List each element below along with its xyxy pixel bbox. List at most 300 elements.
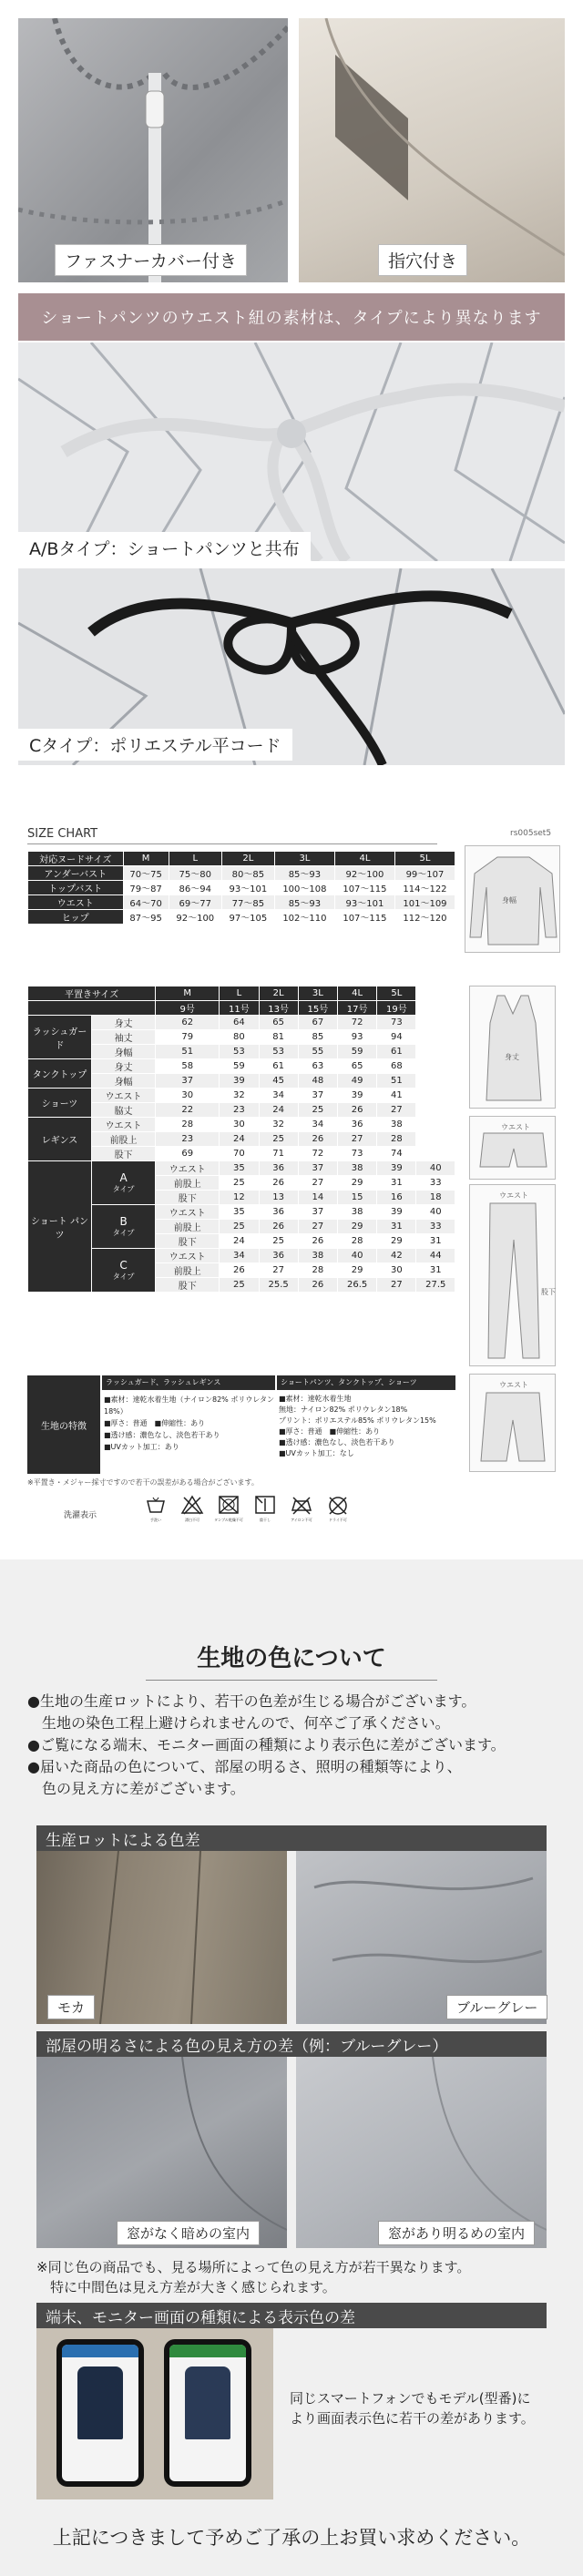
size-chart-code: rs005set5 xyxy=(510,829,552,838)
flat-group-short_pants: ショート パンツ xyxy=(28,1161,92,1293)
flat-group-shorts: ショーツ xyxy=(28,1089,92,1118)
nude-row-label: トップバスト xyxy=(28,881,124,895)
flat-cell: 36 xyxy=(259,1205,298,1220)
leggings-diagram xyxy=(469,1184,556,1366)
table-row xyxy=(28,1132,455,1147)
flat-cell: 39 xyxy=(337,1089,376,1103)
view-note-1: ※同じ色の商品でも、見る場所によって色の見え方が若干異なります。 xyxy=(36,2259,471,2275)
phone-left-screen xyxy=(62,2345,138,2481)
flat-cell: 59 xyxy=(337,1045,376,1059)
flat-cell: 53 xyxy=(220,1045,259,1059)
nude-cell: 97〜105 xyxy=(221,910,274,925)
nude-cell: 85〜93 xyxy=(274,895,334,910)
flat-cell: 23 xyxy=(156,1132,220,1147)
flat-cell: 40 xyxy=(416,1161,455,1176)
flat-cell: 61 xyxy=(259,1059,298,1074)
flat-cell: 49 xyxy=(337,1074,376,1089)
flat-cell: 35 xyxy=(220,1161,259,1176)
flat-cell: 26 xyxy=(298,1278,337,1293)
thumb-hole-caption: 指穴付き xyxy=(378,244,467,276)
nude-cell: 93〜101 xyxy=(221,881,274,895)
nude-cell: 64〜70 xyxy=(123,895,169,910)
flat-cell: 26 xyxy=(337,1103,376,1118)
shorts-diagram xyxy=(469,1116,556,1180)
wash-icon-5 xyxy=(287,1494,316,1528)
flat-cell: 73 xyxy=(337,1147,376,1161)
flat-cell: 93 xyxy=(337,1030,376,1045)
wash-icon-label: アイロン不可 xyxy=(291,1518,312,1522)
flat-cell: 25 xyxy=(220,1220,259,1234)
bright-room-label: 窓があり明るめの室内 xyxy=(378,2221,535,2245)
ab-type-cord-photo xyxy=(18,342,565,561)
flat-cell: 65 xyxy=(337,1059,376,1074)
nude-cell: 112〜120 xyxy=(394,910,455,925)
flat-cell: 74 xyxy=(377,1147,416,1161)
flat-cell: 70 xyxy=(220,1147,259,1161)
nude-cell: 70〜75 xyxy=(123,866,169,881)
flat-cell: 40 xyxy=(337,1249,376,1263)
table-row xyxy=(28,1161,455,1176)
flat-cell: 13 xyxy=(259,1191,298,1205)
flat-cell: 28 xyxy=(377,1132,416,1147)
flat-header-label: 平置きサイズ xyxy=(28,986,156,1001)
flat-subgroup-a xyxy=(92,1161,156,1205)
nude-row-label: ヒップ xyxy=(28,910,124,925)
flat-subheader: 15号 xyxy=(298,1001,337,1016)
nude-cell: 107〜115 xyxy=(334,881,394,895)
flat-cell: 36 xyxy=(259,1161,298,1176)
flat-subheader: 17号 xyxy=(337,1001,376,1016)
flat-row-label: 前股上 xyxy=(156,1176,220,1191)
blue-grey-label: ブルーグレー xyxy=(446,1995,547,2019)
care-symbol-icon xyxy=(217,1494,240,1518)
ab-type-caption: A/Bタイプ：ショートパンツと共布 xyxy=(18,532,311,564)
room-brightness-bar: 部屋の明るさによる色の見え方の差（例：ブルーグレー） xyxy=(36,2031,547,2057)
nude-header-size: 3L xyxy=(274,852,334,866)
flat-cell: 34 xyxy=(259,1089,298,1103)
feature-line: 無地：ナイロン82% ポリウレタン18% xyxy=(279,1406,408,1414)
flat-cell: 25 xyxy=(259,1132,298,1147)
c-type-caption: Cタイプ：ポリエステル平コード xyxy=(18,729,292,761)
short-pants-diag-waist-label: ウエスト xyxy=(499,1381,528,1389)
flat-cell: 59 xyxy=(220,1059,259,1074)
flat-cell: 55 xyxy=(298,1045,337,1059)
flat-cell: 24 xyxy=(259,1103,298,1118)
flat-cell: 33 xyxy=(416,1176,455,1191)
features-col1 xyxy=(104,1394,275,1453)
flat-cell: 51 xyxy=(377,1074,416,1089)
phone-right-screen xyxy=(169,2345,246,2481)
flat-cell: 53 xyxy=(259,1045,298,1059)
wash-icon-1 xyxy=(141,1494,170,1528)
flat-cell: 41 xyxy=(377,1089,416,1103)
nude-header-size: L xyxy=(169,852,221,866)
footer-notice: 上記につきまして予めご了承の上お買い求めください。 xyxy=(52,2527,531,2549)
nude-cell: 80〜85 xyxy=(221,866,274,881)
flat-cell: 27 xyxy=(298,1220,337,1234)
color-bullet: ●ご覧になる端末、モニター画面の種類により表示色に差がございます。 xyxy=(27,1736,506,1753)
table-row xyxy=(28,881,455,895)
feature-line: ■UVカット加工：あり xyxy=(104,1443,179,1451)
feature-line: ■透け感：濃色なし、淡色若干あり xyxy=(279,1438,395,1446)
flat-row-label: ウエスト xyxy=(92,1089,156,1103)
flat-row-label: ウエスト xyxy=(156,1205,220,1220)
nude-header-label: 対応ヌードサイズ xyxy=(28,852,124,866)
flat-cell: 28 xyxy=(337,1234,376,1249)
flat-cell: 69 xyxy=(156,1147,220,1161)
flat-row-label: 前股上 xyxy=(156,1220,220,1234)
flat-cell: 32 xyxy=(220,1089,259,1103)
flat-cell: 65 xyxy=(259,1016,298,1030)
flat-cell: 33 xyxy=(416,1220,455,1234)
flat-cell: 72 xyxy=(298,1147,337,1161)
view-note-2: 特に中間色は見え方差が大きく感じられます。 xyxy=(36,2279,336,2295)
device-difference-bar: 端末、モニター画面の種類による表示色の差 xyxy=(36,2303,547,2328)
table-row xyxy=(28,866,455,881)
color-bullet: ●生地の生産ロットにより、若干の色差が生じる場合がございます。 xyxy=(27,1692,476,1710)
flat-cell: 40 xyxy=(416,1205,455,1220)
flat-row-label: 身幅 xyxy=(92,1074,156,1089)
nude-cell: 114〜122 xyxy=(394,881,455,895)
flat-cell: 24 xyxy=(220,1132,259,1147)
feature-line: ■厚さ：普通 ■伸縮性：あり xyxy=(279,1427,381,1436)
flat-group-tank: タンクトップ xyxy=(28,1059,92,1089)
feature-line: ■透け感：濃色なし、淡色若干あり xyxy=(104,1431,220,1439)
flat-group-leggings: レギンス xyxy=(28,1118,92,1161)
flat-cell: 15 xyxy=(337,1191,376,1205)
flat-cell: 28 xyxy=(298,1263,337,1278)
flat-cell: 44 xyxy=(416,1249,455,1263)
flat-row-label: 股下 xyxy=(156,1191,220,1205)
flat-cell: 30 xyxy=(220,1118,259,1132)
nude-cell: 75〜80 xyxy=(169,866,221,881)
flat-cell: 37 xyxy=(298,1089,337,1103)
color-bullet: 生地の染色工程上避けられませんので、何卒ご了承ください。 xyxy=(27,1714,450,1732)
features-col2-title: ショートパンツ、タンクトップ、ショーツ xyxy=(277,1375,455,1390)
rash-diag-width-label: 身幅 xyxy=(502,896,517,905)
flat-cell: 37 xyxy=(298,1205,337,1220)
flat-cell: 42 xyxy=(377,1249,416,1263)
device-note-1: 同じスマートフォンでもモデル(型番)に xyxy=(290,2390,531,2407)
thumb-hole-photo xyxy=(299,18,565,282)
table-row xyxy=(28,1089,455,1103)
care-symbol-icon xyxy=(326,1494,350,1518)
nude-size-table xyxy=(27,851,455,925)
wash-label: 洗濯表示 xyxy=(64,1511,97,1520)
care-symbol-icon xyxy=(253,1494,277,1518)
nude-cell: 85〜93 xyxy=(274,866,334,881)
flat-group-rash: ラッシュガード xyxy=(28,1016,92,1059)
nude-header-size: 5L xyxy=(394,852,455,866)
table-row xyxy=(28,1016,455,1030)
flat-cell: 27 xyxy=(298,1176,337,1191)
features-label: 生地の特徴 xyxy=(27,1375,100,1474)
flat-row-label: ウエスト xyxy=(92,1118,156,1132)
wash-icon-6 xyxy=(323,1494,353,1528)
nude-cell: 92〜100 xyxy=(169,910,221,925)
wash-icon-label: 陰干し xyxy=(260,1518,271,1522)
flat-row-label: 脇丈 xyxy=(92,1103,156,1118)
flat-cell: 27 xyxy=(377,1278,416,1293)
table-row xyxy=(28,895,455,910)
flat-cell: 31 xyxy=(416,1234,455,1249)
nude-cell: 101〜109 xyxy=(394,895,455,910)
flat-cell: 26 xyxy=(220,1263,259,1278)
table-row xyxy=(28,910,455,925)
bright-room-photo xyxy=(296,2057,547,2248)
subgroup-letter: B xyxy=(119,1215,128,1228)
flat-cell: 45 xyxy=(259,1074,298,1089)
nude-header-size: M xyxy=(123,852,169,866)
flat-row-label: 前股上 xyxy=(92,1132,156,1147)
wash-icon-3 xyxy=(214,1494,243,1528)
flat-row-label: 身丈 xyxy=(92,1059,156,1074)
flat-cell: 29 xyxy=(337,1220,376,1234)
flat-cell: 79 xyxy=(156,1030,220,1045)
flat-header-size: 3L xyxy=(298,986,337,1001)
flat-cell: 38 xyxy=(337,1205,376,1220)
subgroup-letter: A xyxy=(119,1171,128,1184)
flat-cell: 25 xyxy=(220,1278,259,1293)
color-bullet: ●届いた商品の色について、部屋の明るさ、照明の種類等により、 xyxy=(27,1758,462,1775)
flat-subheader: 19号 xyxy=(377,1001,416,1016)
flat-cell: 62 xyxy=(156,1016,220,1030)
flat-row-label: 股下 xyxy=(92,1147,156,1161)
flat-cell: 27.5 xyxy=(416,1278,455,1293)
flat-row-label: 股下 xyxy=(156,1234,220,1249)
color-bullet: 色の見え方に差がございます。 xyxy=(27,1780,245,1797)
wash-icon-label: 手洗い xyxy=(150,1518,161,1522)
feature-line: プリント：ポリエステル85% ポリウレタン15% xyxy=(279,1416,436,1425)
nude-cell: 86〜94 xyxy=(169,881,221,895)
wash-icon-2 xyxy=(178,1494,207,1528)
phone-right xyxy=(164,2339,251,2487)
flat-row-label: 袖丈 xyxy=(92,1030,156,1045)
flat-cell: 12 xyxy=(220,1191,259,1205)
wash-icon-4 xyxy=(251,1494,280,1528)
flat-cell: 37 xyxy=(156,1074,220,1089)
flat-cell: 35 xyxy=(220,1205,259,1220)
shorts-diag-waist-label: ウエスト xyxy=(501,1123,530,1131)
device-photo xyxy=(36,2328,273,2499)
flat-header-size: L xyxy=(220,986,259,1001)
title-rule xyxy=(27,843,437,844)
flat-cell: 38 xyxy=(298,1249,337,1263)
flat-row-label: 前股上 xyxy=(156,1263,220,1278)
flat-header-size: 4L xyxy=(337,986,376,1001)
leggings-outline-icon xyxy=(470,1185,557,1367)
flat-row-label: 身幅 xyxy=(92,1045,156,1059)
wash-icons xyxy=(141,1494,369,1528)
flat-cell: 61 xyxy=(377,1045,416,1059)
table-row xyxy=(28,1103,455,1118)
dark-room-label: 窓がなく暗めの室内 xyxy=(117,2221,260,2245)
care-symbol-icon xyxy=(290,1494,313,1518)
leggings-diag-waist-label: ウエスト xyxy=(499,1191,528,1200)
leggings-diag-inseam-label: 股下 xyxy=(541,1288,556,1296)
subgroup-letter: C xyxy=(119,1259,128,1272)
flat-cell: 29 xyxy=(377,1234,416,1249)
care-symbol-icon xyxy=(144,1494,168,1518)
flat-size-table xyxy=(27,986,455,1293)
table-row xyxy=(28,1205,455,1220)
leaf-print-pattern xyxy=(18,342,565,561)
flat-cell: 26 xyxy=(259,1176,298,1191)
table-row xyxy=(28,1045,455,1059)
measurement-note: ※平置き・メジャー採寸ですので若干の誤差がある場合がございます。 xyxy=(27,1478,259,1487)
flat-row-label: 身丈 xyxy=(92,1016,156,1030)
zipper-cover-photo xyxy=(18,18,288,282)
flat-cell: 51 xyxy=(156,1045,220,1059)
short-pants-diagram xyxy=(469,1374,556,1472)
flat-cell: 31 xyxy=(416,1263,455,1278)
flat-cell: 36 xyxy=(259,1249,298,1263)
flat-cell: 34 xyxy=(220,1249,259,1263)
nude-header-size: 4L xyxy=(334,852,394,866)
flat-cell: 24 xyxy=(220,1234,259,1249)
flat-cell: 18 xyxy=(416,1191,455,1205)
device-note-2: より画面表示色に若干の差があります。 xyxy=(290,2410,535,2427)
flat-cell: 25 xyxy=(259,1234,298,1249)
table-row xyxy=(28,1030,455,1045)
flat-cell: 26.5 xyxy=(337,1278,376,1293)
nude-cell: 99〜107 xyxy=(394,866,455,881)
flat-cell: 27 xyxy=(377,1103,416,1118)
flat-cell: 37 xyxy=(298,1161,337,1176)
fabric-features xyxy=(27,1375,455,1474)
care-symbol-icon xyxy=(180,1494,204,1518)
flat-cell: 71 xyxy=(259,1147,298,1161)
zipper-cover-caption: ファスナーカバー付き xyxy=(55,244,247,276)
tank-outline-icon xyxy=(470,986,557,1109)
nude-row-label: アンダーバスト xyxy=(28,866,124,881)
subgroup-type: タイプ xyxy=(112,1273,135,1281)
flat-cell: 63 xyxy=(298,1059,337,1074)
flat-subgroup-c xyxy=(92,1249,156,1293)
table-row xyxy=(28,1147,455,1161)
nude-cell: 77〜85 xyxy=(221,895,274,910)
flat-cell: 26 xyxy=(298,1234,337,1249)
nude-cell: 87〜95 xyxy=(123,910,169,925)
flat-cell: 85 xyxy=(298,1030,337,1045)
flat-header-size: 5L xyxy=(377,986,416,1001)
flat-cell: 80 xyxy=(220,1030,259,1045)
wash-icon-label: ドライ不可 xyxy=(329,1518,347,1522)
features-col2 xyxy=(279,1394,455,1459)
flat-cell: 39 xyxy=(220,1074,259,1089)
flat-subheader: 9号 xyxy=(156,1001,220,1016)
thumb-hole-illustration xyxy=(299,18,565,282)
nude-row-label: ウエスト xyxy=(28,895,124,910)
subgroup-type: タイプ xyxy=(112,1229,135,1237)
flat-cell: 64 xyxy=(220,1016,259,1030)
table-row xyxy=(28,1118,455,1132)
flat-subgroup-b xyxy=(92,1205,156,1249)
flat-cell: 31 xyxy=(377,1176,416,1191)
flat-cell: 94 xyxy=(377,1030,416,1045)
wash-icon-label: タンブル乾燥不可 xyxy=(214,1518,243,1522)
rash-guard-outline-icon xyxy=(465,846,561,954)
flat-cell: 14 xyxy=(298,1191,337,1205)
flat-header-size: 2L xyxy=(259,986,298,1001)
table-row xyxy=(28,1059,455,1074)
flat-cell: 30 xyxy=(156,1089,220,1103)
flat-cell: 38 xyxy=(337,1161,376,1176)
flat-cell: 38 xyxy=(377,1118,416,1132)
features-col1-title: ラッシュガード、ラッシュレギンス xyxy=(102,1375,275,1390)
bright-room-fabric xyxy=(296,2057,547,2248)
nude-header-size: 2L xyxy=(221,852,274,866)
flat-subheader: 13号 xyxy=(259,1001,298,1016)
flat-cell: 26 xyxy=(259,1220,298,1234)
flat-cell: 29 xyxy=(337,1176,376,1191)
flat-cell: 72 xyxy=(337,1016,376,1030)
tank-diag-length-label: 身丈 xyxy=(505,1053,519,1061)
nude-cell: 102〜110 xyxy=(274,910,334,925)
dark-room-fabric xyxy=(36,2057,287,2248)
flat-cell: 68 xyxy=(377,1059,416,1074)
flat-cell: 25 xyxy=(220,1176,259,1191)
shorts-outline-icon xyxy=(470,1117,557,1181)
table-row xyxy=(28,1074,455,1089)
flat-cell: 39 xyxy=(377,1205,416,1220)
flat-cell: 22 xyxy=(156,1103,220,1118)
feature-line: ■素材：速乾水着生地 xyxy=(279,1395,352,1403)
flat-cell: 27 xyxy=(259,1263,298,1278)
flat-cell: 25.5 xyxy=(259,1278,298,1293)
flat-header-size: M xyxy=(156,986,220,1001)
tank-diagram xyxy=(469,986,556,1109)
nude-cell: 69〜77 xyxy=(169,895,221,910)
table-row xyxy=(28,1249,455,1263)
phone-left xyxy=(56,2339,144,2487)
flat-cell: 73 xyxy=(377,1016,416,1030)
moka-label: モカ xyxy=(47,1995,95,2019)
zipper-illustration xyxy=(18,18,288,282)
short-pants-outline-icon xyxy=(470,1375,557,1473)
feature-line: ■厚さ：普通 ■伸縮性：あり xyxy=(104,1419,206,1427)
flat-subheader: 11号 xyxy=(220,1001,259,1016)
rash-guard-size-diagram xyxy=(465,845,560,953)
flat-cell: 58 xyxy=(156,1059,220,1074)
lot-difference-bar: 生産ロットによる色差 xyxy=(36,1825,547,1851)
nude-cell: 79〜87 xyxy=(123,881,169,895)
flat-cell: 27 xyxy=(337,1132,376,1147)
flat-cell: 26 xyxy=(298,1132,337,1147)
flat-cell: 81 xyxy=(259,1030,298,1045)
flat-cell: 30 xyxy=(377,1263,416,1278)
color-section-title: 生地の色について xyxy=(197,1645,386,1672)
flat-cell: 32 xyxy=(259,1118,298,1132)
nude-cell: 107〜115 xyxy=(334,910,394,925)
flat-cell: 48 xyxy=(298,1074,337,1089)
flat-cell: 25 xyxy=(298,1103,337,1118)
feature-line: ■UVカット加工：なし xyxy=(279,1449,354,1457)
flat-cell: 29 xyxy=(337,1263,376,1278)
flat-cell: 39 xyxy=(377,1161,416,1176)
dark-room-photo xyxy=(36,2057,287,2248)
nude-cell: 100〜108 xyxy=(274,881,334,895)
flat-cell: 16 xyxy=(377,1191,416,1205)
nude-cell: 93〜101 xyxy=(334,895,394,910)
flat-cell: 23 xyxy=(220,1103,259,1118)
flat-cell: 36 xyxy=(337,1118,376,1132)
nude-cell: 92〜100 xyxy=(334,866,394,881)
flat-cell: 28 xyxy=(156,1118,220,1132)
flat-cell: 34 xyxy=(298,1118,337,1132)
subgroup-type: タイプ xyxy=(112,1185,135,1193)
feature-line: ■素材：速乾水着生地（ナイロン82% ポリウレタン18%） xyxy=(104,1395,275,1416)
